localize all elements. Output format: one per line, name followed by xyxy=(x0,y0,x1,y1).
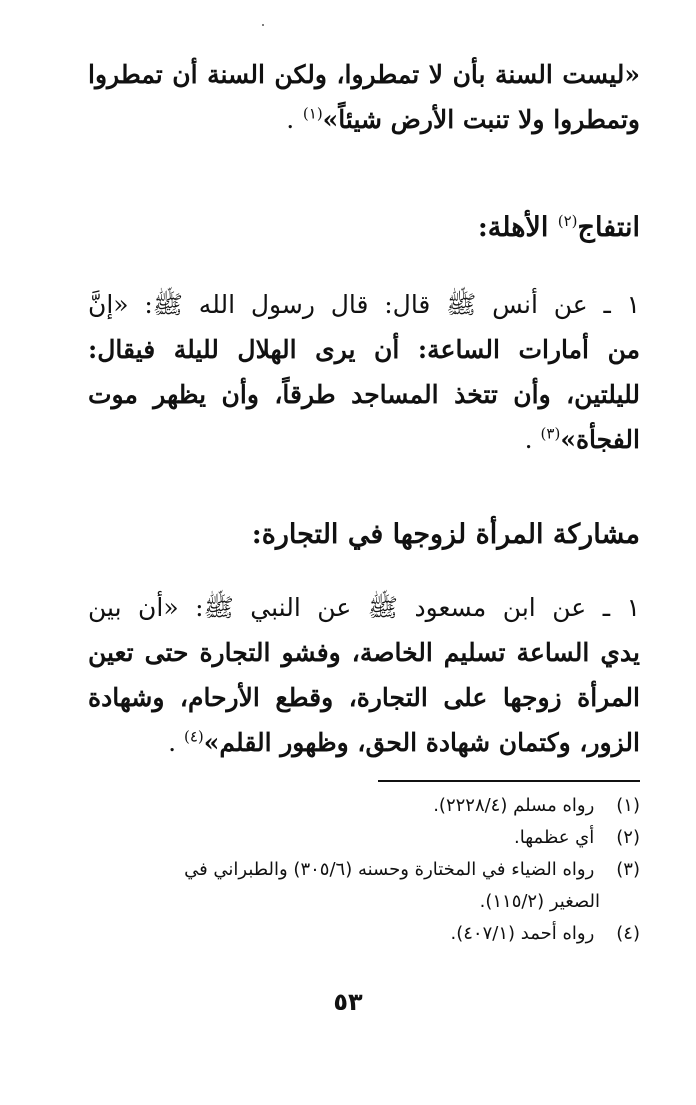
quote-line-1: «ليست السنة بأن لا تمطروا، ولكن السنة أن تمطروا xyxy=(88,60,640,89)
footnote-ref-3: (٣) xyxy=(540,424,561,443)
hadith-2-line-4-text: الزور، وكتمان شهادة الحق، وظهور القلم» xyxy=(203,728,640,757)
hadith-2-line-4-end: . xyxy=(168,728,177,757)
heading-1-part-a: انتفاج xyxy=(577,212,640,243)
footnote-1 xyxy=(88,790,640,822)
hadith-paragraph-1 xyxy=(88,282,640,462)
footnote-number: (١) xyxy=(616,795,640,816)
hadith-2-line-4 xyxy=(88,720,640,765)
footnote-3-continuation: الصغير (١١٥/٢). xyxy=(479,891,600,912)
quote-line-2 xyxy=(88,97,640,142)
footnote-3 xyxy=(88,854,640,886)
hadith-paragraph-2 xyxy=(88,585,640,765)
footnote-number: (٤) xyxy=(616,923,640,944)
hadith-2-line-2: يدي الساعة تسليم الخاصة، وفشو التجارة حتى تعين xyxy=(88,638,640,667)
hadith-2-line-3: المرأة زوجها على التجارة، وقطع الأرحام، وشهادة xyxy=(88,683,640,712)
footnote-2 xyxy=(88,822,640,854)
section-heading-crescent xyxy=(88,208,640,248)
hadith-1-line-2: من أمارات الساعة: أن يرى الهلال لليلة فيقال: xyxy=(88,335,640,364)
scan-speck xyxy=(262,24,264,26)
hadith-1-line-4 xyxy=(88,417,640,462)
section-heading-trade: مشاركة المرأة لزوجها في التجارة: xyxy=(251,519,640,550)
opening-quote xyxy=(88,52,640,142)
footnote-divider xyxy=(378,780,640,782)
page-number: ٥٣ xyxy=(333,988,363,1016)
hadith-1-line-4-end: . xyxy=(524,425,533,454)
footnote-ref-1: (١) xyxy=(302,104,323,123)
hadith-2-line-1: ١ ـ عن ابن مسعود ﷺ عن النبي ﷺ: «أن بين xyxy=(88,593,640,622)
footnote-text: رواه أحمد (٤٠٧/١). xyxy=(450,923,595,944)
quote-line-2-text: وتمطروا ولا تنبت الأرض شيئاً» xyxy=(322,105,640,134)
quote-line-2-end: . xyxy=(286,105,295,134)
footnote-text: أي عظمها. xyxy=(514,827,595,848)
hadith-1-line-1: ١ ـ عن أنس ﷺ قال: قال رسول الله ﷺ: «إنَّ xyxy=(88,290,640,319)
hadith-1-line-4-text: الفجأة» xyxy=(560,425,640,454)
footnote-ref-4: (٤) xyxy=(184,727,204,746)
footnote-number: (٣) xyxy=(616,859,640,880)
footnote-number: (٢) xyxy=(616,827,640,848)
footnote-4 xyxy=(88,918,640,950)
footnote-ref-2: (٢) xyxy=(557,212,578,230)
heading-1-part-b: الأهلة: xyxy=(477,212,558,243)
hadith-1-line-3: لليلتين، وأن تتخذ المساجد طرقاً، وأن يظهر موت xyxy=(88,380,640,409)
footnote-text: رواه مسلم (٢٢٢٨/٤). xyxy=(433,795,595,816)
footnote-text: رواه الضياء في المختارة وحسنه (٣٠٥/٦) والطبراني في xyxy=(184,859,595,880)
footnotes xyxy=(88,790,640,950)
